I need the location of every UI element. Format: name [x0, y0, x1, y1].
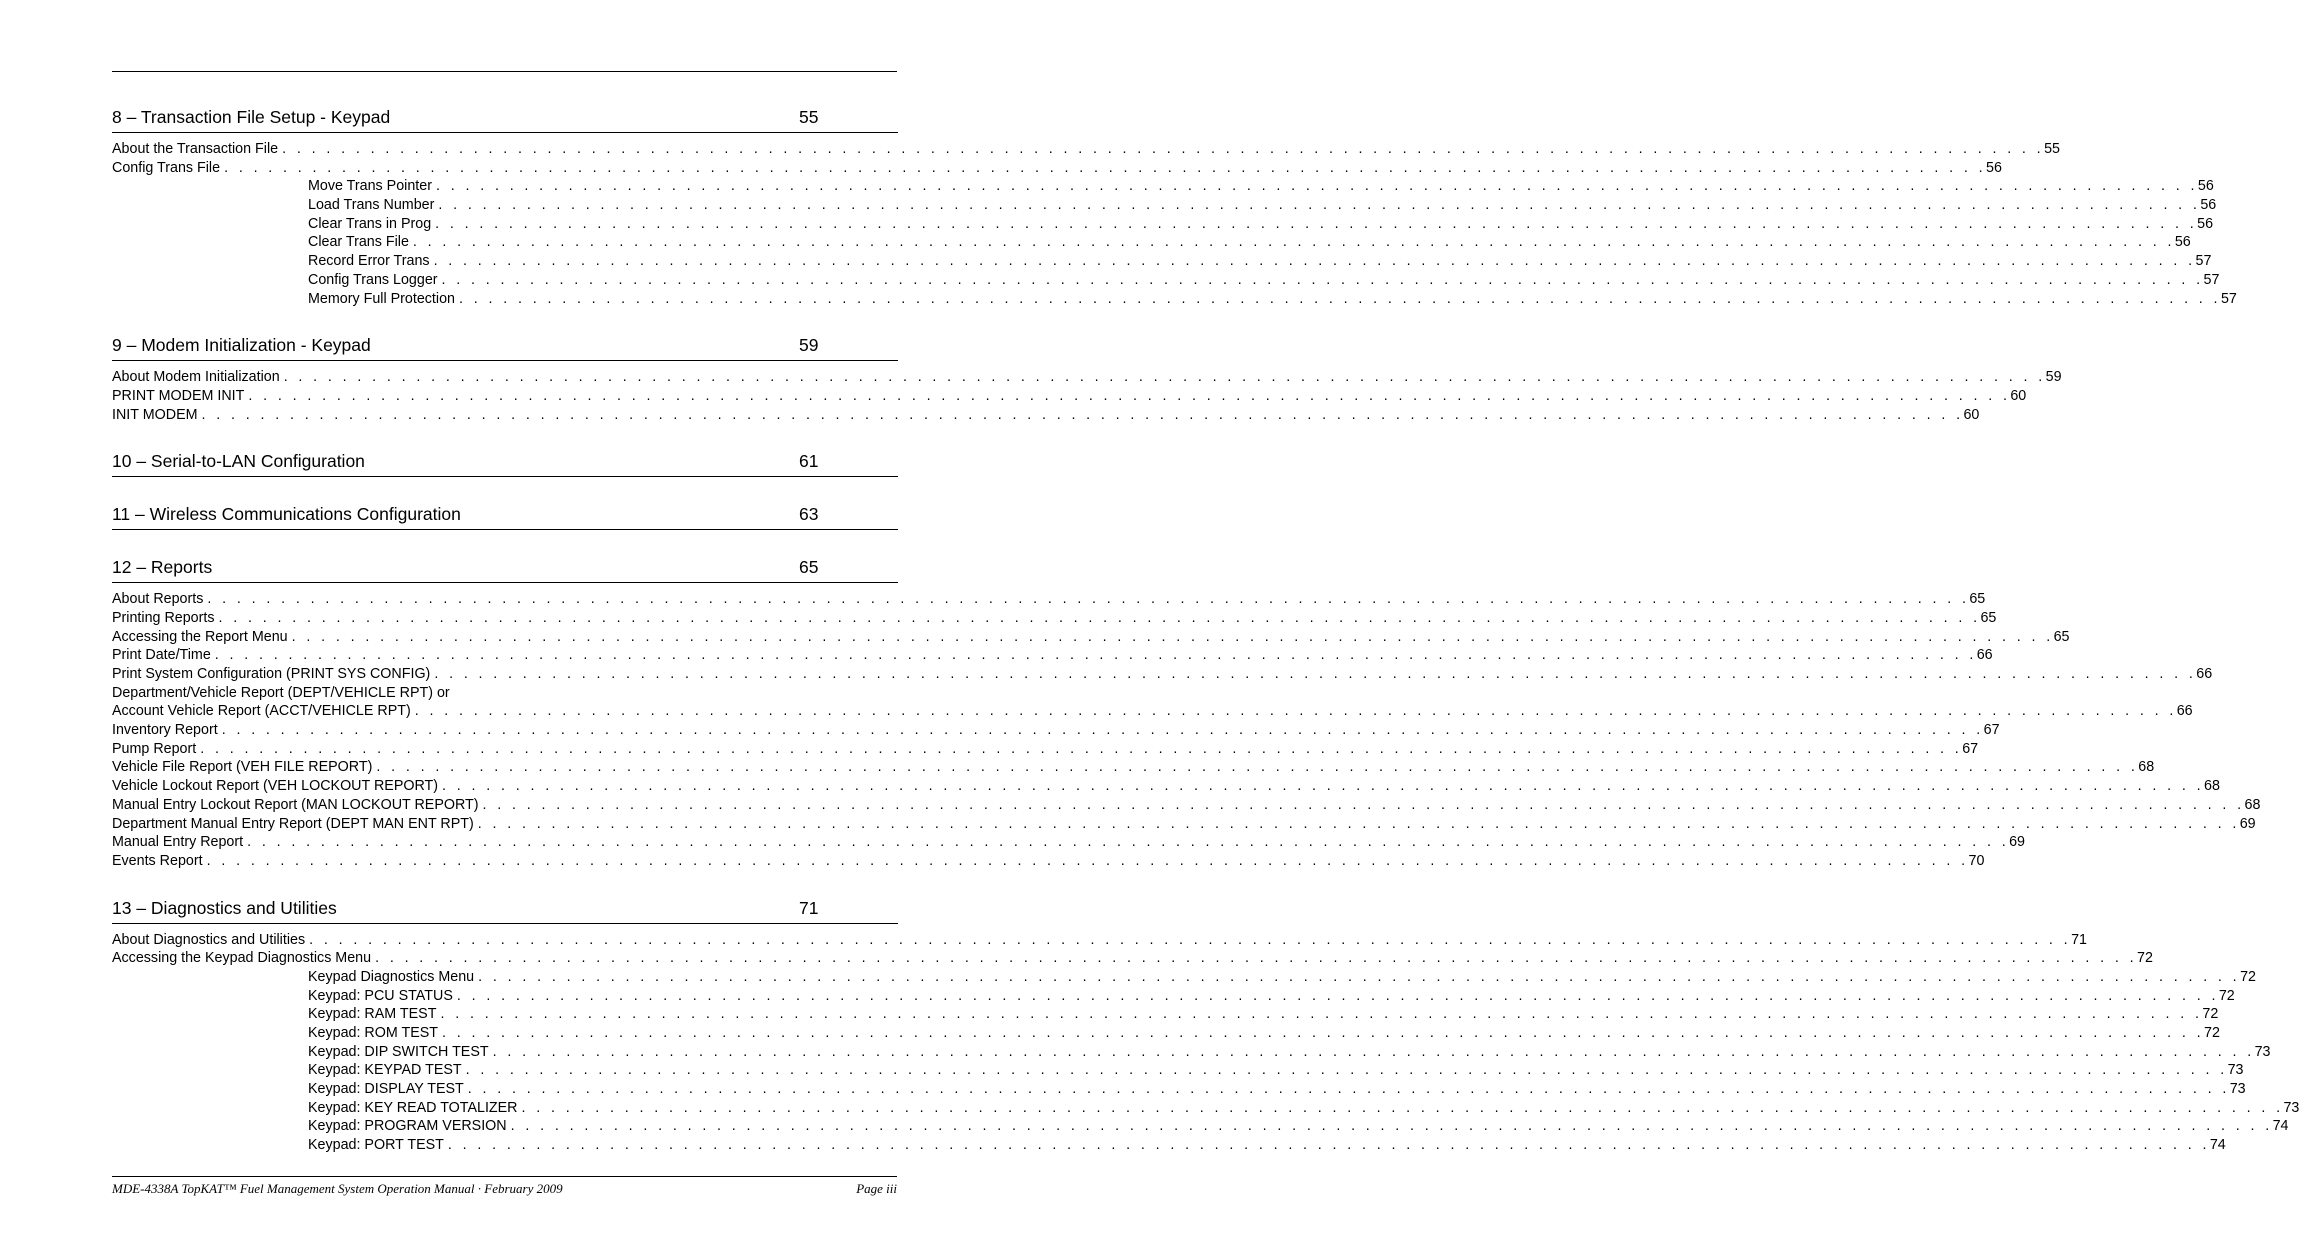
toc-entry-page-number: 57	[2220, 290, 2237, 307]
dot-leader: . . . . . . . . . . . . . . . . . . . . . . . . . . . . . . . . . . . . . . . . . . . . . . . . . . . . . . . . . . . . . . . . . . . . . . . . . . . . . . . . . . . . . . . . . . . . . . . . . . . . . . . . . . . . . . . . . . . . . . . .	[375, 950, 2138, 967]
toc-entry[interactable]	[112, 987, 2235, 1006]
toc-entry-title: Keypad: DISPLAY TEST	[308, 1081, 464, 1098]
toc-entry-page-number: 69	[2009, 834, 2025, 851]
dot-leader: . . . . . . . . . . . . . . . . . . . . . . . . . . . . . . . . . . . . . . . . . . . . . . . . . . . . . . . . . . . . . . . . . . . . . . . . . . . . . . . . . . . . . . . . . . . . . . . . . . . . . . . . . . . . . . . . . . . . . . . .	[477, 815, 2240, 832]
dot-leader: . . . . . . . . . . . . . . . . . . . . . . . . . . . . . . . . . . . . . . . . . . . . . . . . . . . . . . . . . . . . . . . . . . . . . . . . . . . . . . . . . . . . . . . . . . . . . . . . . . . . . . . . . . . . . . . . . . . . . . . .	[441, 271, 2204, 288]
toc-entry[interactable]	[112, 1099, 2299, 1118]
toc-entry-title: Keypad: ROM TEST	[308, 1025, 439, 1041]
dot-leader: . . . . . . . . . . . . . . . . . . . . . . . . . . . . . . . . . . . . . . . . . . . . . . . . . . . . . . . . . . . . . . . . . . . . . . . . . . . . . . . . . . . . . . . . . . . . . . . . . . . . . . . . . . . . . . . . . . . . . . . .	[224, 159, 1987, 176]
toc-entry-page-number: 72	[2218, 987, 2235, 1004]
toc-entry-page-number: 68	[2244, 796, 2261, 813]
dot-leader: . . . . . . . . . . . . . . . . . . . . . . . . . . . . . . . . . . . . . . . . . . . . . . . . . . . . . . . . . . . . . . . . . . . . . . . . . . . . . . . . . . . . . . . . . . . . . . . . . . . . . . . . . . . . . . . . . . . . . . . .	[207, 591, 1970, 608]
toc-entry-title: Pump Report	[112, 740, 197, 757]
toc-entry[interactable]	[112, 852, 1985, 871]
toc-entry-page-number: 55	[2044, 141, 2060, 157]
chapter-page-number: 59	[799, 335, 819, 356]
dot-leader: . . . . . . . . . . . . . . . . . . . . . . . . . . . . . . . . . . . . . . . . . . . . . . . . . . . . . . . . . . . . . . . . . . . . . . . . . . . . . . . . . . . . . . . . . . . . . . . . . . . . . . . . . . . . . . . . . . . . . . . .	[521, 1099, 2284, 1116]
toc-entry[interactable]	[112, 684, 820, 703]
toc-entry[interactable]	[112, 271, 2220, 290]
chapter-title: 9 – Modem Initialization - Keypad	[112, 335, 371, 356]
dot-leader: . . . . . . . . . . . . . . . . . . . . . . . . . . . . . . . . . . . . . . . . . . . . . . . . . . . . . . . . . . . . . . . . . . . . . . . . . . . . . . . . . . . . . . . . . . . . . . . . . . . . . . . . . . . . . . . . . . . . . . . .	[206, 852, 1969, 869]
toc-entry-title: INIT MODEM	[112, 406, 198, 423]
chapter-heading[interactable]	[112, 503, 898, 530]
toc-entry[interactable]	[112, 406, 1980, 425]
chapter-entry-list	[112, 583, 2261, 870]
toc-entry-page-number: 69	[2239, 815, 2256, 832]
toc-entry-title: Accessing the Keypad Diagnostics Menu	[112, 950, 372, 967]
toc-entry[interactable]	[112, 368, 2062, 387]
dot-leader: . . . . . . . . . . . . . . . . . . . . . . . . . . . . . . . . . . . . . . . . . . . . . . . . . . . . . . . . . . . . . . . . . . . . . . . . . . . . . . . . . . . . . . . . . . . . . . . . . . . . . . . . . . . . . . . . . . . . . . . .	[435, 178, 2198, 195]
dot-leader: . . . . . . . . . . . . . . . . . . . . . . . . . . . . . . . . . . . . . . . . . . . . . . . . . . . . . . . . . . . . . . . . . . . . . . . . . . . . . . . . . . . . . . . . . . . . . . . . . . . . . . . . . . . . . . . . . . . . . . . .	[291, 628, 2054, 645]
toc-entry[interactable]	[112, 196, 2217, 215]
chapter-entry-list	[112, 361, 2062, 424]
toc-entry-title: Keypad Diagnostics Menu	[308, 968, 475, 985]
toc-entry-page-number: 68	[2138, 759, 2155, 776]
toc-entry-page-number: 57	[2203, 271, 2220, 288]
dot-leader: . . . . . . . . . . . . . . . . . . . . . . . . . . . . . . . . . . . . . . . . . . . . . . . . . . . . . . . . . . . . . . . . . . . . . . . . . . . . . . . . . . . . . . . . . . . . . . . . . . . . . . . . . . . . . . . . . . . . . . . .	[201, 406, 1964, 423]
chapter-entry-list	[112, 924, 2299, 1155]
toc-entry[interactable]	[112, 215, 2214, 234]
toc-chapter	[112, 450, 898, 477]
dot-leader: . . . . . . . . . . . . . . . . . . . . . . . . . . . . . . . . . . . . . . . . . . . . . . . . . . . . . . . . . . . . . . . . . . . . . . . . . . . . . . . . . . . . . . . . . . . . . . . . . . . . . . . . . . . . . . . . . . . . . . . .	[510, 1118, 2273, 1135]
toc-entry-title: Inventory Report	[112, 722, 218, 739]
chapter-heading[interactable]	[112, 106, 898, 133]
toc-entry-title: About Reports	[112, 591, 204, 608]
toc-entry-page-number: 67	[1983, 722, 2000, 739]
toc-entry[interactable]	[112, 665, 2213, 684]
toc-entry-title: Keypad: KEY READ TOTALIZER	[308, 1099, 518, 1116]
toc-entry[interactable]	[112, 159, 2002, 178]
toc-entry-page-number: 74	[2209, 1137, 2226, 1154]
toc-entry-title: Load Trans Number	[308, 197, 435, 214]
toc-entry-title: Keypad: KEYPAD TEST	[308, 1062, 462, 1079]
toc-entry[interactable]	[112, 233, 2191, 252]
dot-leader: . . . . . . . . . . . . . . . . . . . . . . . . . . . . . . . . . . . . . . . . . . . . . . . . . . . . . . . . . . . . . . . . . . . . . . . . . . . . . . . . . . . . . . . . . . . . . . . . . . . . . . . . . . . . . . . . . . . . . . . .	[282, 141, 2045, 157]
dot-leader: . . . . . . . . . . . . . . . . . . . . . . . . . . . . . . . . . . . . . . . . . . . . . . . . . . . . . . . . . . . . . . . . . . . . . . . . . . . . . . . . . . . . . . . . . . . . . . . . . . . . . . . . . . . . . . . . . . . . . . . .	[214, 647, 1977, 664]
toc-entry[interactable]	[112, 177, 2214, 196]
toc-entry-title: Vehicle File Report (VEH FILE REPORT)	[112, 759, 373, 776]
toc-entry-page-number: 66	[2196, 666, 2213, 682]
toc-entry-page-number: 65	[2053, 628, 2070, 645]
dot-leader: . . . . . . . . . . . . . . . . . . . . . . . . . . . . . . . . . . . . . . . . . . . . . . . . . . . . . . . . . . . . . . . . . . . . . . . . . . . . . . . . . . . . . . . . . . . . . . . . . . . . . . . . . . . . . . . . . . . . . . . .	[221, 722, 1984, 739]
toc-entry-page-number: 56	[2197, 178, 2214, 195]
toc-entry-page-number: 72	[2202, 1006, 2219, 1023]
toc-entry-title: Move Trans Pointer	[308, 178, 432, 195]
toc-chapter	[112, 503, 898, 530]
toc-entry-page-number: 60	[1963, 406, 1980, 423]
toc-entry[interactable]	[112, 833, 2025, 852]
toc-entry-title: Print Date/Time	[112, 647, 211, 664]
dot-leader: . . . . . . . . . . . . . . . . . . . . . . . . . . . . . . . . . . . . . . . . . . . . . . . . . . . . . . . . . . . . . . . . . . . . . . . . . . . . . . . . . . . . . . . . . . . . . . . . . . . . . . . . . . . . . . . . . . . . . . . .	[492, 1043, 2255, 1060]
toc-entry[interactable]	[112, 931, 2087, 950]
toc-entry[interactable]	[112, 1136, 2226, 1155]
toc-entry-page-number: 57	[2195, 253, 2212, 270]
toc-entry-page-number: 56	[2200, 197, 2217, 214]
toc-entry-title: Clear Trans File	[308, 234, 409, 251]
toc-entry-page-number: 65	[1969, 591, 1986, 608]
toc-entry-title: Keypad: PCU STATUS	[308, 987, 453, 1004]
chapter-title: 10 – Serial-to-LAN Configuration	[112, 451, 365, 472]
toc-entry[interactable]	[112, 815, 2256, 834]
toc-entry-page-number: 74	[2272, 1118, 2289, 1135]
toc-entry-title: Clear Trans in Prog	[308, 215, 432, 232]
dot-leader: . . . . . . . . . . . . . . . . . . . . . . . . . . . . . . . . . . . . . . . . . . . . . . . . . . . . . . . . . . . . . . . . . . . . . . . . . . . . . . . . . . . . . . . . . . . . . . . . . . . . . . . . . . . . . . . . . . . . . . . .	[434, 666, 2197, 682]
toc-entry-page-number: 56	[2174, 234, 2191, 251]
toc-entry-title: Department Manual Entry Report (DEPT MAN ENT RPT)	[112, 815, 474, 832]
toc-entry-title: Manual Entry Report	[112, 834, 244, 851]
toc-entry-page-number: 73	[2229, 1081, 2246, 1098]
dot-leader: . . . . . . . . . . . . . . . . . . . . . . . . . . . . . . . . . . . . . . . . . . . . . . . . . . . . . . . . . . . . . . . . . . . . . . . . . . . . . . . . . . . . . . . . . . . . . . . . . . . . . . . . . . . . . . . . . . . . . . . .	[200, 740, 1963, 757]
footer-rule	[112, 1176, 897, 1177]
toc-entry-title: Config Trans File	[112, 159, 221, 176]
toc-entry-page-number: 60	[2010, 387, 2027, 404]
toc-entry-title: Manual Entry Lockout Report (MAN LOCKOUT REPORT)	[112, 796, 479, 813]
toc-entry-title: About Diagnostics and Utilities	[112, 931, 306, 948]
chapter-title: 12 – Reports	[112, 557, 213, 578]
toc-entry-page-number: 66	[2176, 703, 2193, 720]
dot-leader: . . . . . . . . . . . . . . . . . . . . . . . . . . . . . . . . . . . . . . . . . . . . . . . . . . . . . . . . . . . . . . . . . . . . . . . . . . . . . . . . . . . . . . . . . . . . . . . . . . . . . . . . . . . . . . . . . . . . . . . .	[467, 1081, 2230, 1098]
toc-entry[interactable]	[112, 628, 2070, 647]
toc-entry[interactable]	[112, 646, 1993, 665]
toc-entry-title: About Modem Initialization	[112, 369, 280, 386]
toc-entry[interactable]	[112, 1080, 2246, 1099]
dot-leader: . . . . . . . . . . . . . . . . . . . . . . . . . . . . . . . . . . . . . . . . . . . . . . . . . . . . . . . . . . . . . . . . . . . . . . . . . . . . . . . . . . . . . . . . . . . . . . . . . . . . . . . . . . . . . . . . . . . . . . . .	[447, 1137, 2210, 1154]
dot-leader: . . . . . . . . . . . . . . . . . . . . . . . . . . . . . . . . . . . . . . . . . . . . . . . . . . . . . . . . . . . . . . . . . . . . . . . . . . . . . . . . . . . . . . . . . . . . . . . . . . . . . . . . . . . . . . . . . . . . . . . .	[248, 387, 2011, 404]
toc-chapter	[112, 897, 2299, 1155]
toc-entry[interactable]	[112, 721, 2000, 740]
chapter-page-number: 61	[799, 451, 819, 472]
toc-entry-title: Config Trans Logger	[308, 271, 438, 288]
header-rule	[112, 71, 897, 72]
toc-entry-page-number: 73	[2254, 1043, 2271, 1060]
toc-entry-title: Keypad: PORT TEST	[308, 1137, 444, 1154]
toc-entry-title: PRINT MODEM INIT	[112, 387, 245, 404]
dot-leader: . . . . . . . . . . . . . . . . . . . . . . . . . . . . . . . . . . . . . . . . . . . . . . . . . . . . . . . . . . . . . . . . . . . . . . . . . . . . . . . . . . . . . . . . . . . . . . . . . . . . . . . . . . . . . . . . . . . . . . . .	[442, 1025, 2204, 1041]
dot-leader: . . . . . . . . . . . . . . . . . . . . . . . . . . . . . . . . . . . . . . . . . . . . . . . . . . . . . . . . . . . . . . . . . . . . . . . . . . . . . . . . . . . . . . . . . . . . . . . . . . . . . . . . . . . . . . . . . . . . . . . .	[283, 369, 2046, 386]
toc-entry-page-number: 56	[2197, 215, 2214, 232]
chapter-title: 11 – Wireless Communications Configuration	[112, 504, 461, 525]
toc-entry-title: Keypad: PROGRAM VERSION	[308, 1118, 507, 1135]
toc-entry[interactable]	[112, 1043, 2271, 1062]
chapter-heading[interactable]	[112, 556, 898, 583]
toc-entry[interactable]	[112, 949, 2153, 968]
dot-leader: . . . . . . . . . . . . . . . . . . . . . . . . . . . . . . . . . . . . . . . . . . . . . . . . . . . . . . . . . . . . . . . . . . . . . . . . . . . . . . . . . . . . . . . . . . . . . . . . . . . . . . . . . . . . . . . . . . . . . . . .	[440, 1006, 2203, 1023]
toc-entry-title: Record Error Trans	[308, 253, 430, 270]
toc-entry[interactable]	[112, 796, 2261, 815]
dot-leader: . . . . . . . . . . . . . . . . . . . . . . . . . . . . . . . . . . . . . . . . . . . . . . . . . . . . . . . . . . . . . . . . . . . . . . . . . . . . . . . . . . . . . . . . . . . . . . . . . . . . . . . . . . . . . . . . . . . . . . . .	[376, 759, 2139, 776]
toc-entry[interactable]	[112, 140, 2060, 159]
dot-leader: . . . . . . . . . . . . . . . . . . . . . . . . . . . . . . . . . . . . . . . . . . . . . . . . . . . . . . . . . . . . . . . . . . . . . . . . . . . . . . . . . . . . . . . . . . . . . . . . . . . . . . . . . . . . . . . . . . . . . . . .	[478, 968, 2241, 985]
dot-leader: . . . . . . . . . . . . . . . . . . . . . . . . . . . . . . . . . . . . . . . . . . . . . . . . . . . . . . . . . . . . . . . . . . . . . . . . . . . . . . . . . . . . . . . . . . . . . . . . . . . . . . . . . . . . . . . . . . . . . . . .	[433, 253, 2196, 270]
toc-chapter	[112, 334, 2062, 424]
toc-entry-page-number: 73	[2283, 1099, 2299, 1116]
table-of-contents	[112, 106, 2299, 1181]
toc-entry[interactable]	[112, 758, 2155, 777]
toc-entry[interactable]	[112, 777, 2220, 796]
toc-entry-title: Department/Vehicle Report (DEPT/VEHICLE RPT) or	[112, 684, 450, 701]
dot-leader: . . . . . . . . . . . . . . . . . . . . . . . . . . . . . . . . . . . . . . . . . . . . . . . . . . . . . . . . . . . . . . . . . . . . . . . . . . . . . . . . . . . . . . . . . . . . . . . . . . . . . . . . . . . . . . . . . . . . . . . .	[458, 290, 2221, 307]
toc-chapter	[112, 106, 2237, 308]
chapter-entry-list	[112, 133, 2237, 308]
toc-entry-title: About the Transaction File	[112, 141, 279, 157]
chapter-page-number: 63	[799, 504, 819, 525]
dot-leader: . . . . . . . . . . . . . . . . . . . . . . . . . . . . . . . . . . . . . . . . . . . . . . . . . . . . . . . . . . . . . . . . . . . . . . . . . . . . . . . . . . . . . . . . . . . . . . . . . . . . . . . . . . . . . . . . . . . . . . . .	[456, 987, 2219, 1004]
chapter-page-number: 71	[799, 897, 819, 918]
toc-entry-title: Memory Full Protection	[308, 290, 455, 307]
toc-entry-page-number: 72	[2137, 950, 2153, 967]
chapter-title: 13 – Diagnostics and Utilities	[112, 897, 337, 918]
chapter-heading[interactable]	[112, 450, 898, 477]
toc-entry-page-number: 65	[1980, 609, 1997, 626]
toc-entry[interactable]	[112, 290, 2237, 309]
dot-leader: . . . . . . . . . . . . . . . . . . . . . . . . . . . . . . . . . . . . . . . . . . . . . . . . . . . . . . . . . . . . . . . . . . . . . . . . . . . . . . . . . . . . . . . . . . . . . . . . . . . . . . . . . . . . . . . . . . . . . . . .	[247, 834, 2010, 851]
dot-leader: . . . . . . . . . . . . . . . . . . . . . . . . . . . . . . . . . . . . . . . . . . . . . . . . . . . . . . . . . . . . . . . . . . . . . . . . . . . . . . . . . . . . . . . . . . . . . . . . . . . . . . . . . . . . . . . . . . . . . . . .	[442, 778, 2204, 795]
dot-leader: . . . . . . . . . . . . . . . . . . . . . . . . . . . . . . . . . . . . . . . . . . . . . . . . . . . . . . . . . . . . . . . . . . . . . . . . . . . . . . . . . . . . . . . . . . . . . . . . . . . . . . . . . . . . . . . . . . . . . . . .	[435, 215, 2198, 232]
dot-leader: . . . . . . . . . . . . . . . . . . . . . . . . . . . . . . . . . . . . . . . . . . . . . . . . . . . . . . . . . . . . . . . . . . . . . . . . . . . . . . . . . . . . . . . . . . . . . . . . . . . . . . . . . . . . . . . . . . . . . . . .	[412, 234, 2175, 251]
toc-entry-page-number: 71	[2071, 931, 2087, 948]
toc-entry[interactable]	[112, 387, 2027, 406]
toc-entry-page-number: 72	[2240, 968, 2256, 985]
toc-chapter	[112, 556, 2261, 870]
toc-entry[interactable]	[112, 740, 1979, 759]
toc-entry[interactable]	[112, 590, 1986, 609]
toc-entry-page-number: 70	[1968, 852, 1985, 869]
toc-entry-title: Vehicle Lockout Report (VEH LOCKOUT REPORT)	[112, 778, 439, 795]
chapter-heading[interactable]	[112, 897, 898, 924]
toc-entry[interactable]	[112, 1117, 2289, 1136]
dot-leader: . . . . . . . . . . . . . . . . . . . . . . . . . . . . . . . . . . . . . . . . . . . . . . . . . . . . . . . . . . . . . . . . . . . . . . . . . . . . . . . . . . . . . . . . . . . . . . . . . . . . . . . . . . . . . . . . . . . . . . . .	[218, 609, 1981, 626]
dot-leader: . . . . . . . . . . . . . . . . . . . . . . . . . . . . . . . . . . . . . . . . . . . . . . . . . . . . . . . . . . . . . . . . . . . . . . . . . . . . . . . . . . . . . . . . . . . . . . . . . . . . . . . . . . . . . . . . . . . . . . . .	[414, 703, 2177, 720]
toc-entry-page-number: 59	[2045, 369, 2062, 386]
chapter-heading[interactable]	[112, 334, 898, 361]
toc-entry[interactable]	[112, 1005, 2219, 1024]
footer-document-title: MDE-4338A TopKAT™ Fuel Management System Operation Manual · February 2009	[112, 1181, 563, 1196]
toc-entry-title: Events Report	[112, 852, 203, 869]
toc-entry[interactable]	[112, 252, 2212, 271]
toc-entry[interactable]	[112, 609, 1997, 628]
dot-leader: . . . . . . . . . . . . . . . . . . . . . . . . . . . . . . . . . . . . . . . . . . . . . . . . . . . . . . . . . . . . . . . . . . . . . . . . . . . . . . . . . . . . . . . . . . . . . . . . . . . . . . . . . . . . . . . . . . . . . . . .	[309, 931, 2072, 948]
dot-leader: . . . . . . . . . . . . . . . . . . . . . . . . . . . . . . . . . . . . . . . . . . . . . . . . . . . . . . . . . . . . . . . . . . . . . . . . . . . . . . . . . . . . . . . . . . . . . . . . . . . . . . . . . . . . . . . . . . . . . . . .	[482, 796, 2245, 813]
toc-entry-page-number: 72	[2204, 1025, 2220, 1041]
toc-entry-title: Keypad: DIP SWITCH TEST	[308, 1043, 489, 1060]
toc-entry-page-number: 73	[2227, 1062, 2244, 1079]
chapter-page-number: 65	[799, 557, 819, 578]
footer-page-number: Page iii	[856, 1181, 897, 1196]
toc-entry-title: Account Vehicle Report (ACCT/VEHICLE RPT)	[112, 703, 411, 720]
toc-entry-page-number: 56	[1986, 159, 2002, 176]
dot-leader: . . . . . . . . . . . . . . . . . . . . . . . . . . . . . . . . . . . . . . . . . . . . . . . . . . . . . . . . . . . . . . . . . . . . . . . . . . . . . . . . . . . . . . . . . . . . . . . . . . . . . . . . . . . . . . . . . . . . . . . .	[438, 197, 2201, 214]
chapter-title: 8 – Transaction File Setup - Keypad	[112, 107, 391, 127]
toc-entry-page-number: 66	[1976, 647, 1993, 664]
toc-entry[interactable]	[112, 702, 2193, 721]
chapter-page-number: 55	[799, 107, 819, 127]
dot-leader: . . . . . . . . . . . . . . . . . . . . . . . . . . . . . . . . . . . . . . . . . . . . . . . . . . . . . . . . . . . . . . . . . . . . . . . . . . . . . . . . . . . . . . . . . . . . . . . . . . . . . . . . . . . . . . . . . . . . . . . .	[465, 1062, 2228, 1079]
toc-entry[interactable]	[112, 968, 2256, 987]
toc-entry-title: Printing Reports	[112, 609, 215, 626]
toc-entry-title: Keypad: RAM TEST	[308, 1006, 437, 1023]
toc-entry-title: Print System Configuration (PRINT SYS CONFIG)	[112, 666, 431, 682]
toc-entry[interactable]	[112, 1061, 2244, 1080]
toc-entry[interactable]	[112, 1024, 2220, 1043]
toc-entry-title: Accessing the Report Menu	[112, 628, 288, 645]
toc-entry-page-number: 67	[1962, 740, 1979, 757]
toc-entry-page-number: 68	[2204, 778, 2220, 795]
